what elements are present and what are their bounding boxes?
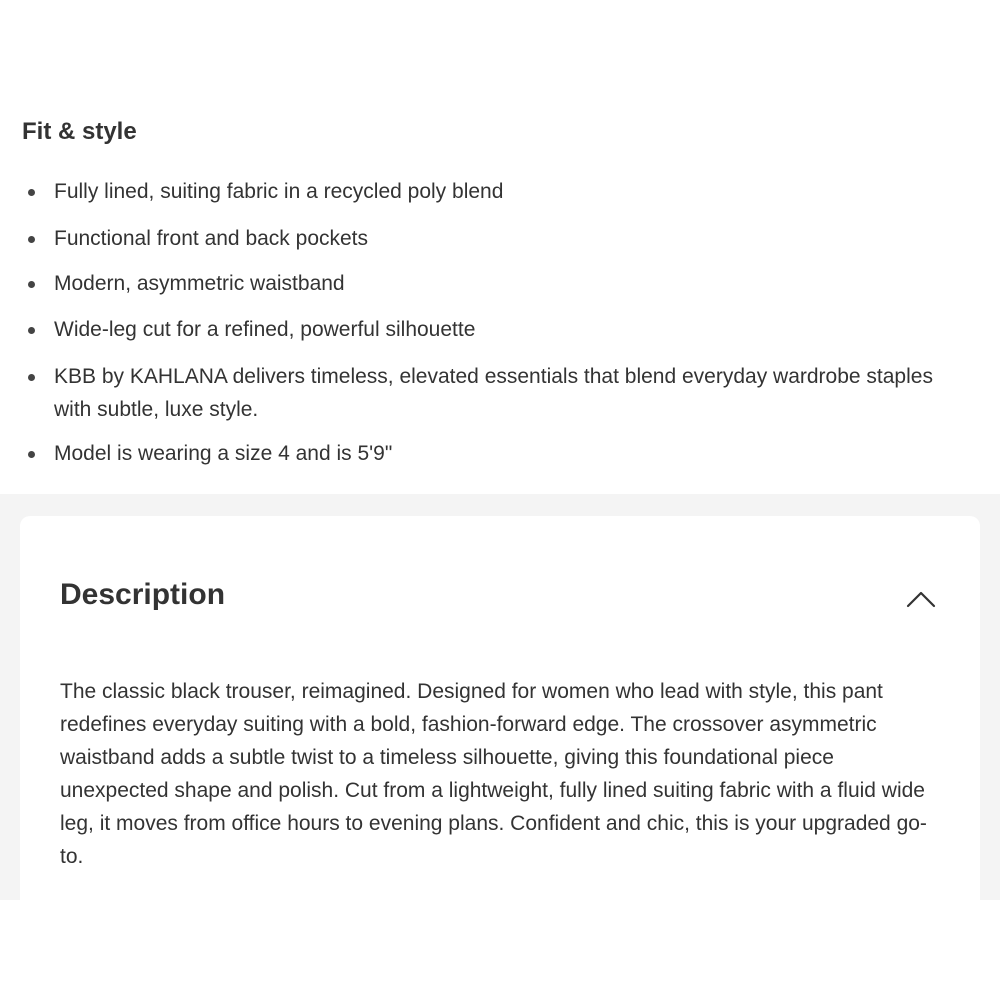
description-body	[60, 675, 940, 873]
bullet-icon	[28, 451, 35, 458]
description-text: The classic black trouser, reimagined. Designed for women who lead with style, this pant redefines everyday suiting with a bold, fashion-forward edge. The crossover asymmetric waistband adds a subtle twist to a timeless silhouette, giving this foundational piece unexpected shape and polish. Cut from a lightweight, fully lined suiting fabric with a fluid wide leg, it moves from office hours to evening plans. Confident and chic, this is your upgraded go-to.	[60, 680, 927, 868]
bullet-icon	[28, 281, 35, 288]
bullet-icon	[28, 374, 35, 381]
list-item-text: Functional front and back pockets	[54, 227, 369, 250]
list-item-text: Fully lined, suiting fabric in a recycled poly blend	[54, 180, 504, 203]
description-title: Description	[60, 578, 226, 611]
list-item-text: Wide-leg cut for a refined, powerful silhouette	[54, 318, 476, 341]
page-bottom-area	[0, 900, 1000, 1000]
description-accordion-header[interactable]	[20, 516, 980, 676]
list-item-text: Model is wearing a size 4 and is 5'9"	[54, 442, 393, 465]
bullet-icon	[28, 327, 35, 334]
bullet-icon	[28, 236, 35, 243]
chevron-up-icon	[899, 580, 943, 616]
collapse-button[interactable]	[899, 580, 943, 616]
list-item-text: KBB by KAHLANA delivers timeless, elevated essentials that blend everyday wardrobe staples with subtle, luxe style.	[54, 365, 933, 421]
list-item-text: Modern, asymmetric waistband	[54, 272, 345, 295]
fit-style-section	[0, 0, 1000, 494]
fit-style-heading: Fit & style	[22, 118, 137, 145]
description-accordion	[20, 516, 980, 900]
bullet-icon	[28, 189, 35, 196]
